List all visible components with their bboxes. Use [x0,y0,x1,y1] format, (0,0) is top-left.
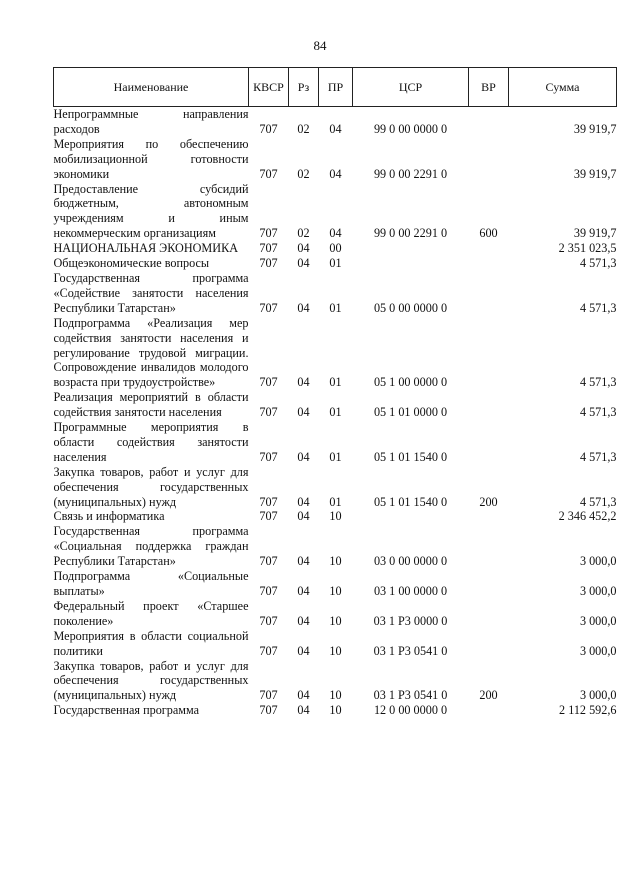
header-vr: ВР [469,68,509,107]
row-rz: 04 [297,509,310,524]
row-csr [353,509,469,524]
table-row [54,524,617,569]
row-sum: 4 571,3 [579,256,617,271]
row-pr: 01 [329,494,342,509]
row-sum: 2 351 023,5 [558,241,617,256]
header-csr: ЦСР [353,68,469,107]
row-pr: 10 [329,643,342,658]
row-sum: 4 571,3 [579,300,617,315]
table-header-row [54,68,617,107]
table-row [54,420,617,465]
row-csr: 05 1 00 0000 0 [373,375,448,390]
row-name: Предоставление субсидий бюджетным, автономным учреждениям и иным некоммерческим организациям [53,181,249,241]
page-number: 84 [313,38,327,53]
row-sum: 39 919,7 [573,166,617,181]
row-name: Закупка товаров, работ и услуг для обеспечения государственных (муниципальных) нужд [53,658,249,703]
row-pr: 04 [329,226,342,241]
row-vr [469,629,509,659]
row-kvsr: 707 [259,449,278,464]
table-row [54,509,617,524]
table-row [54,256,617,271]
row-csr: 03 1 00 0000 0 [373,584,448,598]
row-vr [469,316,509,391]
row-pr: 10 [329,613,342,628]
row-rz: 04 [297,256,310,271]
row-name: Общеэкономические вопросы [53,256,210,271]
row-csr: 03 1 P3 0541 0 [373,643,448,658]
row-vr [469,390,509,420]
row-pr: 01 [329,405,342,420]
row-vr [469,420,509,465]
row-kvsr: 707 [259,613,278,628]
row-rz: 04 [297,300,310,315]
row-vr [469,256,509,271]
row-rz: 04 [297,584,310,598]
row-sum: 4 571,3 [579,405,617,420]
row-csr [353,241,469,256]
table-row [54,271,617,316]
row-rz: 04 [297,494,310,509]
row-csr: 99 0 00 2291 0 [373,226,448,241]
row-vr [469,241,509,256]
row-name: Подпрограмма «Социальные выплаты» [53,569,249,598]
row-name: Мероприятия в области социальной политики [53,628,249,658]
row-name: Связь и информатика [53,509,165,524]
row-rz: 04 [297,405,310,420]
row-csr: 03 1 P3 0000 0 [373,613,448,628]
row-kvsr: 707 [259,256,278,271]
row-rz: 02 [297,226,310,241]
row-name: НАЦИОНАЛЬНАЯ ЭКОНОМИКА [53,241,238,256]
row-rz: 04 [297,375,310,390]
table-row [54,182,617,242]
row-csr: 12 0 00 0000 0 [373,703,448,718]
row-rz: 04 [297,643,310,658]
row-name: Закупка товаров, работ и услуг для обеспечения государственных (муниципальных) нужд [53,464,249,509]
row-vr: 200 [479,688,498,703]
table-row [54,316,617,391]
row-vr [469,524,509,569]
row-rz: 02 [297,166,310,181]
table-row [54,629,617,659]
row-sum: 39 919,7 [573,226,617,241]
row-sum: 3 000,0 [579,584,617,598]
table-body [54,107,617,719]
row-kvsr: 707 [259,584,278,598]
row-kvsr: 707 [259,121,278,136]
row-vr [469,509,509,524]
table-row [54,599,617,629]
row-sum: 3 000,0 [579,613,617,628]
row-pr: 10 [329,509,342,524]
row-rz: 04 [297,688,310,703]
row-kvsr: 707 [259,300,278,315]
row-name: Федеральный проект «Старшее поколение» [53,598,249,628]
row-vr [469,599,509,629]
row-name: Государственная программа «Социальная поддержка граждан Республики Татарстан» [53,524,249,569]
row-sum: 2 112 592,6 [559,703,617,718]
row-kvsr: 707 [259,703,278,718]
header-rz: Рз [289,68,319,107]
row-pr: 10 [329,703,342,718]
row-csr: 05 1 01 1540 0 [373,494,448,509]
row-vr [469,703,509,718]
table-row [54,465,617,510]
row-csr: 03 1 P3 0541 0 [373,688,448,703]
row-rz: 04 [297,241,310,256]
row-pr: 00 [329,241,342,256]
header-pr: ПР [319,68,353,107]
table-row [54,390,617,420]
row-vr: 200 [479,494,498,509]
row-vr: 600 [479,226,498,241]
row-sum: 4 571,3 [579,449,617,464]
table-row [54,137,617,182]
row-csr: 05 1 01 0000 0 [373,405,448,420]
row-pr: 01 [329,300,342,315]
row-kvsr: 707 [259,405,278,420]
row-kvsr: 707 [259,643,278,658]
budget-table [53,67,617,718]
row-csr: 99 0 00 2291 0 [373,166,448,181]
row-name: Непрограммные направления расходов [53,107,249,136]
row-vr [469,107,509,137]
row-rz: 04 [297,703,310,718]
table-row [54,569,617,599]
row-pr: 10 [329,554,342,569]
row-kvsr: 707 [259,375,278,390]
table-row [54,659,617,704]
row-sum: 4 571,3 [579,494,617,509]
row-pr: 01 [329,449,342,464]
row-name: Программные мероприятия в области содействия занятости населения [53,420,249,464]
row-sum: 3 000,0 [579,554,617,569]
row-sum: 39 919,7 [573,121,617,136]
header-sum: Сумма [509,68,617,107]
row-rz: 02 [297,121,310,136]
row-rz: 04 [297,554,310,569]
row-pr: 04 [329,121,342,136]
header-name: Наименование [54,68,249,107]
row-sum: 3 000,0 [579,688,617,703]
row-name: Подпрограмма «Реализация мер содействия занятости населения и регулирование трудовой миграции. Сопровождение инвалидов молодого возраста при трудоустройстве» [53,315,249,390]
row-pr: 01 [329,256,342,271]
table-row [54,107,617,137]
row-sum: 4 571,3 [579,375,617,390]
row-kvsr: 707 [259,688,278,703]
row-pr: 01 [329,375,342,390]
row-name: Реализация мероприятий в области содействия занятости населения [53,390,249,420]
row-csr: 03 0 00 0000 0 [373,554,448,569]
row-pr: 04 [329,166,342,181]
row-kvsr: 707 [259,226,278,241]
row-rz: 04 [297,449,310,464]
row-pr: 10 [329,688,342,703]
row-vr [469,271,509,316]
row-csr: 05 1 01 1540 0 [373,449,448,464]
table-row [54,703,617,718]
row-csr [353,256,469,271]
row-kvsr: 707 [259,166,278,181]
row-name: Мероприятия по обеспечению мобилизационной готовности экономики [53,136,249,181]
row-vr [469,137,509,182]
row-name: Государственная программа [53,703,200,718]
row-csr: 05 0 00 0000 0 [373,300,448,315]
header-kvsr: КВСР [249,68,289,107]
table-row [54,241,617,256]
row-kvsr: 707 [259,554,278,569]
row-csr: 99 0 00 0000 0 [373,121,448,136]
row-kvsr: 707 [259,494,278,509]
row-kvsr: 707 [259,241,278,256]
row-sum: 2 346 452,2 [558,509,617,524]
row-pr: 10 [329,584,342,598]
row-rz: 04 [297,613,310,628]
row-sum: 3 000,0 [579,643,617,658]
row-name: Государственная программа «Содействие занятости населения Республики Татарстан» [53,270,249,315]
row-kvsr: 707 [259,509,278,524]
row-vr [469,569,509,599]
